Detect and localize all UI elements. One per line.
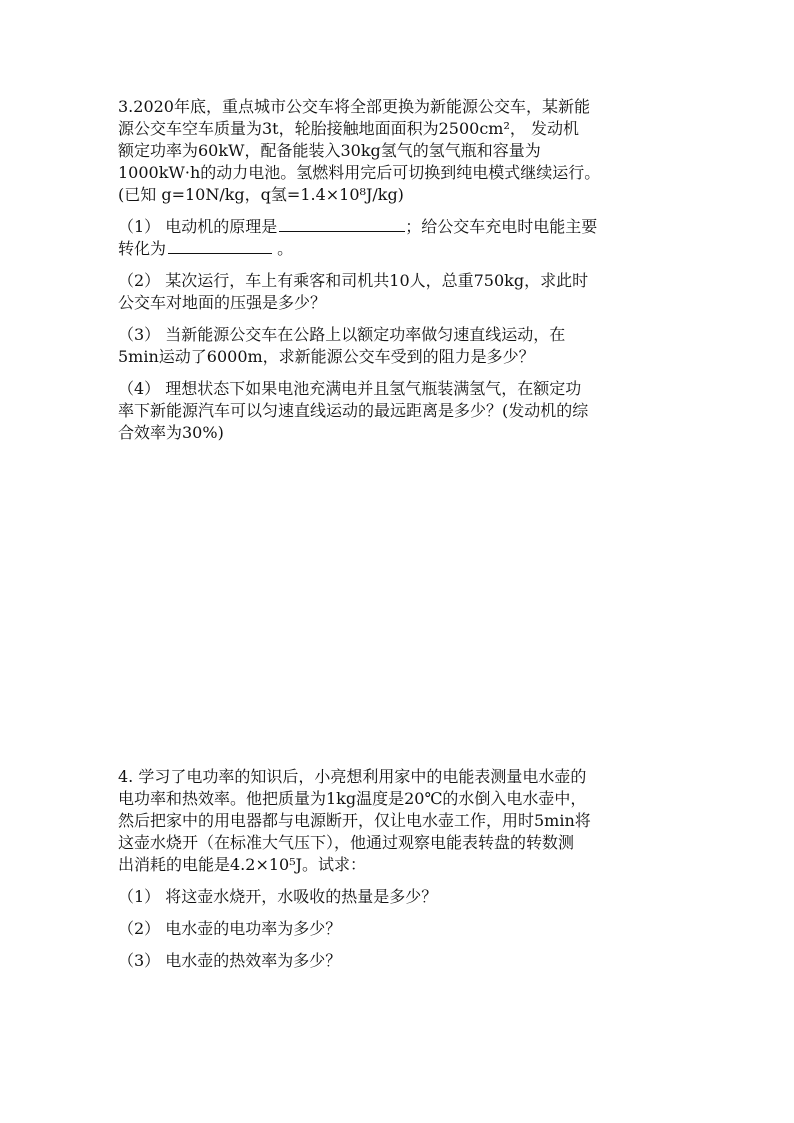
q3-part-2-line: 公交车对地面的压强是多少？ — [118, 293, 327, 312]
answer-blank-energy[interactable] — [168, 238, 272, 254]
q4-part-1-line: （1） 将这壶水烧开，水吸收的热量是多少？ — [118, 887, 438, 906]
q4-part-3-line: （3） 电水壶的热效率为多少？ — [118, 951, 342, 970]
q3-intro-line: 源公交车空车质量为3t，轮胎接触地面面积为2500cm²， 发动机 — [118, 119, 579, 138]
q4-part-2 — [118, 918, 678, 940]
q3-part-4 — [118, 378, 678, 444]
q3-intro-line: 3.2020年底，重点城市公交车将全部更换为新能源公交车，某新能 — [118, 97, 590, 116]
q3-intro-line: (已知 g=10N/kg，q氢=1.4×10⁸J/kg) — [118, 185, 404, 204]
q3-part-1-text-4: 。 — [272, 239, 294, 258]
q4-part-1 — [118, 886, 678, 908]
q4-intro-line: 这壶水烧开（在标准大气压下），他通过观察电能表转盘的转数测 — [118, 833, 575, 852]
q4-intro-line: 然后把家中的用电器都与电源断开，仅让电水壶工作，用时5min将 — [118, 811, 591, 830]
q3-part-2-line: （2） 某次运行，车上有乘客和司机共10人，总重750kg，求此时 — [118, 271, 589, 290]
q3-part-3-line: 5min运动了6000m，求新能源公交车受到的阻力是多少？ — [118, 347, 535, 366]
q3-part-4-line: 率下新能源汽车可以匀速直线运动的最远距离是多少？(发动机的综 — [118, 401, 589, 420]
q3-intro-line: 额定功率为60kW，配备能装入30kg氢气的氢气瓶和容量为 — [118, 141, 541, 160]
q3-part-4-line: （4） 理想状态下如果电池充满电并且氢气瓶装满氢气，在额定功 — [118, 379, 582, 398]
q4-intro-line: 电功率和热效率。他把质量为1kg温度是20℃的水倒入电水壶中， — [118, 789, 587, 808]
answer-blank-principle[interactable] — [279, 216, 405, 232]
question-3 — [118, 96, 678, 454]
q3-part-1-line-2 — [118, 238, 678, 260]
q3-part-4-line: 合效率为30%) — [118, 423, 224, 442]
q3-part-1-text-3: 转化为 — [118, 239, 167, 258]
q4-part-3 — [118, 950, 678, 972]
q4-intro-line: 4. 学习了电功率的知识后，小亮想利用家中的电能表测量电水壶的 — [118, 767, 587, 786]
q3-part-1-text-2: ；给公交车充电时电能主要 — [405, 217, 598, 236]
q3-intro-line: 1000kW·h的动力电池。氢燃料用完后可切换到纯电模式继续运行。 — [118, 163, 601, 182]
question-4 — [118, 766, 678, 982]
q4-intro-line: 出消耗的电能是4.2×10⁵J。试求： — [118, 855, 367, 874]
q4-part-2-line: （2） 电水壶的电功率为多少？ — [118, 919, 342, 938]
q3-part-3 — [118, 324, 678, 368]
q4-intro — [118, 766, 678, 876]
q3-part-1 — [118, 216, 678, 260]
q3-part-3-line: （3） 当新能源公交车在公路上以额定功率做匀速直线运动，在 — [118, 325, 566, 344]
q3-intro — [118, 96, 678, 206]
q3-part-1-line-1 — [118, 216, 678, 238]
q3-part-2 — [118, 270, 678, 314]
q3-part-1-text: （1） 电动机的原理是 — [118, 217, 278, 236]
